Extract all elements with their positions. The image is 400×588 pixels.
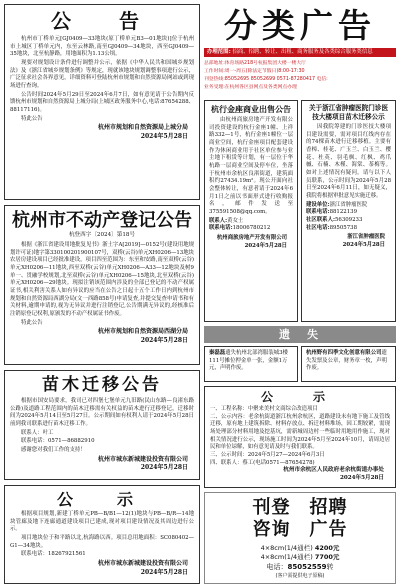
notice-org: 杭州市城东新城建设投资有限公司 (97, 560, 188, 568)
notice-item: 二、公示内容：老余杭街道浙江杭州余杭区，道路建设未有地下施工及管线迁移，原有地上建筑拆除、材料存放点、拆迁材料堆场，因工期较紧，需现场处理部分材料用地及挖基坑，需新城周边村一些临时用地用作施工，现对相关情况进行公示，现场施工时间为2024年5月至2024年10月，请周边居民和单位谅解，如有意见请及时与我们联系。 (210, 413, 390, 451)
lost-item-text: 遗失杭州北部湾服装城3楼111号摊位押金单一张，金额1万元，声明作废。 (209, 350, 288, 372)
ad-paragraph: 因我院筹建的门诊医技大楼项目建设需要，需对项目红线内存在的74棵苗木进行迁移移植。主要有香樟、桂花、广玉兰、白玉兰、樱花、杜英、羽毛枫、红枫、鸡爪槭、石楠、木槿、海棠、茶梅等。如对上述情况有疑问，请与以下人员联系，公示时间为2024年5月28日至2024年6月11日，如无疑义，我院将根据审批意见实施迁移。 (306, 124, 391, 200)
notice-date: 2024年5月28日 (140, 336, 188, 344)
notice-title: 杭州市不动产登记公告 (12, 210, 192, 231)
promo-phone: 85052559 (287, 563, 327, 571)
notice-paragraph: 联系电话：0571—86882910 (21, 438, 95, 445)
business-scope-label: 办理范围: (207, 49, 231, 55)
lost-item-text: 遗失发票及公章，财务章一枚，声明作废。 (306, 350, 387, 372)
ad-title: 关于浙江省肿瘤医院门诊医技大楼项目苗木迁移公示 (308, 104, 389, 121)
lost-item (301, 346, 396, 382)
notice-date: 2024年5月28日 (140, 132, 188, 140)
ad-paragraph: 由杭州商旅房地产开发有限公司投资建设的杭行金座1幢、上祥路332—1号，杭行金座1幢位一层商业空间，杭行金座项目配套建设作为休闲商业用于社区单位参与业主地下租赁等计划，有一层位于华杭路一层商业空间及停车位，坐落于杭州市余杭区良渚街道，建筑面积约27434.19m²。现公开面向社会整体转让，有意者请于2024年6月1日之前以书面形式进行收购报名，邮件发送至375591508@qq.com。 (209, 117, 293, 216)
notice-planning-adjustment (4, 4, 200, 200)
notice-paragraph: 杭州市丁桥单元[GJ0409—33地块(原丁桥单元B3—01地块)]位于杭州市上城区丁桥单元内，东至云林路,南至GJ0409—34地块，西至GJ0409—35地块，北至杭静路，用地面积为1.13公顷。 (10, 36, 194, 58)
ad-hospital-tree-relocation (301, 100, 396, 322)
promo-advertise-here (204, 492, 396, 584)
ad-contact: 联系人:黄女士 (209, 217, 244, 224)
notice-item: 一、工程名称：中聚来美村文商综合改造项目 (210, 406, 318, 412)
notice-item: 四、联系人：蔡工(电话0571—87654278) (210, 459, 315, 466)
notice-street-construction (204, 386, 396, 488)
promo-price-row: 4×8cm(1/4通栏) 4200元 (260, 544, 340, 552)
notice-paragraph: 根据市国安局要求，我司已对四堡七堡单元九旧路(民山东路—良渚东路公路)及道路工程范围内的苗木迁移需有关权益的苗木进行迁移登记，迁移时间为2024年5月14日至5月27日。公示期间如有权利人请于2024年5月28日前到我司联系进行苗木迁移工作。 (10, 398, 194, 428)
promo-price-row: 4×8cm(1/4通栏) 7700元 (260, 553, 340, 561)
notice-title: 公 示 (260, 390, 339, 404)
ad-contact: 建设单位:浙江省肿瘤医院 (306, 201, 368, 208)
ad-org: 浙江省肿瘤医院 (347, 234, 385, 241)
notice-tree-relocation (4, 370, 200, 480)
notice-paragraph: 感谢您对我们工作的支持！ (21, 447, 86, 454)
notice-title: 公 告 (51, 9, 153, 33)
ad-title: 杭行金座商业出售公告 (211, 105, 291, 114)
notice-date: 2024年5月28日 (140, 568, 188, 576)
lost-section-band (204, 326, 396, 343)
notice-paragraph: 根据《浙江省建设用地批复见书》浙土字A[2019]—0152号(建设用地规划许可证)地字第330100201900107号，双桥(云谷)单元XH0206—13地块农居房建设项目已经批准建设，项目四至范围为：东至和安路,南至双桥(云谷)单元XH0206—11地块,西至双桥(云谷)单元XH0206—A33—12地块及树9单一、贯融学校规划,北至双桥(云谷)单元XH0206—15地块,北至双桥(云谷)单元XH0206—29地块。现拟注销该范围内涉及的全部已登记的不动产权属证书,相关利害关系人如有异议的应当在公告之日起十五个工作日内到杭州市规划和自然资源局西湖分局(文一西路858号)申请复查,并提交复查申请书和有关材料,逾期申请的,视为无异议并进行注销登记,公告期满无异议的,经核准后注销原登记权利,原颁发的不动产权属证书作废。 (10, 241, 194, 317)
notice-subtitle: 杭登西字〔2024〕第18号 (68, 232, 136, 238)
ad-date: 2024年5月28日 (342, 242, 385, 249)
promo-line-2: 咨询 广告 (252, 519, 348, 540)
notice-paragraph: 特此公告 (21, 115, 43, 122)
ad-contact: 社区联系人:56309233 (306, 217, 363, 224)
classified-title: 分类广告 (224, 6, 376, 45)
header-hours: 工作时间:周一-周五(除法定节假日)8:00-17:30 (204, 69, 305, 74)
lost-title: 遗 失 (279, 328, 321, 341)
promo-phone-label: 电话： (266, 563, 288, 571)
notice-date: 2024年5月28日 (140, 464, 188, 472)
notice-org: 杭州市余杭区人民政府老余杭街道办事处 (283, 467, 384, 474)
lost-item-name: 杭州野有四季文化创意有限公司 (306, 350, 382, 356)
header-hotline: 刊登热线:85052695 85052699 0571-87280417 电信: (204, 77, 328, 82)
promo-phone-suffix: 转 (326, 563, 334, 571)
promo-phone-row (211, 562, 389, 572)
ad-contact: 联系电话:88122139 (306, 209, 357, 216)
classified-header (204, 4, 396, 97)
notice-paragraph: 公告时间2024年5月29日至2024年6月7日，如有意见请于公告期内反馈杭州市规划和自然资源局上城分局(上城区政务服务中心,电话:87654288、88117116)。 (10, 91, 195, 114)
notice-paragraph: 根据项目规划,新建丁桥单元PB—B/B1—12(1)地块与PB—B/R—14地块管廊及地下连廊通道建设项目已建成,现对项目建设情况及其周边进行公示。 (10, 511, 194, 533)
notice-paragraph: 联系人：叶工 (21, 429, 54, 436)
business-scope-bar (204, 48, 396, 57)
lost-item-name: 秦磊磊 (209, 350, 226, 356)
header-address: 总部地址:体育场路218号杭报集团大楼一楼大厅 (204, 61, 306, 66)
ad-commercial-sale (204, 100, 298, 322)
notice-item: 三、公示时间：2024年5月27—2024年6月3日 (210, 452, 325, 459)
notice-paragraph: 项目地块位于和平路以北,杭海路以西。项目总用地面积：SC080402—G1—34地块。 (10, 535, 194, 549)
notice-title: 苗木迁移公告 (42, 375, 162, 395)
ad-date: 2024年5月28日 (244, 242, 287, 249)
notice-paragraph: 现要对规划设计条件进行调整并公示，依据《中华人民共和国城乡规划法》及《浙江省城乡规划条例》等规定，现就该地块规划调整事项进行公示，广泛征求社会各界意见，详细资料可登陆杭州市规划和自然资源局网站或到现场进行查询。 (10, 60, 194, 90)
ad-contact: 联系电话:18006780212 (209, 225, 271, 232)
notice-org: 杭州市城东新城建设投资有限公司 (97, 455, 188, 463)
notice-title: 公 示 (56, 490, 147, 509)
promo-note: (客户需提供电子原稿) (275, 573, 325, 579)
ad-contact: 社区电话:89505738 (306, 224, 357, 231)
notice-org: 杭州市规划和自然资源局西湖分局 (97, 328, 188, 336)
lost-item (204, 346, 298, 382)
notice-org: 杭州市规划和自然资源局上城分局 (97, 124, 188, 132)
notice-construction-disclosure (4, 485, 200, 584)
header-service: 业务受理:在杭州各区县网点及各类网点办理 (204, 85, 297, 90)
notice-paragraph: 联系电话：18267921561 (21, 551, 86, 558)
business-scope-text: 招商、招聘、转让、出租、商务服务及各类综合服务类信息 (232, 49, 373, 55)
notice-paragraph: 特此公告 (21, 319, 43, 326)
header-info (204, 60, 396, 92)
notice-date: 2024年5月28日 (339, 475, 384, 482)
promo-line-1: 刊登 招聘 (252, 497, 348, 518)
ad-org: 杭州商旅房地产开发有限公司 (216, 235, 287, 242)
notice-property-registration (4, 205, 200, 365)
